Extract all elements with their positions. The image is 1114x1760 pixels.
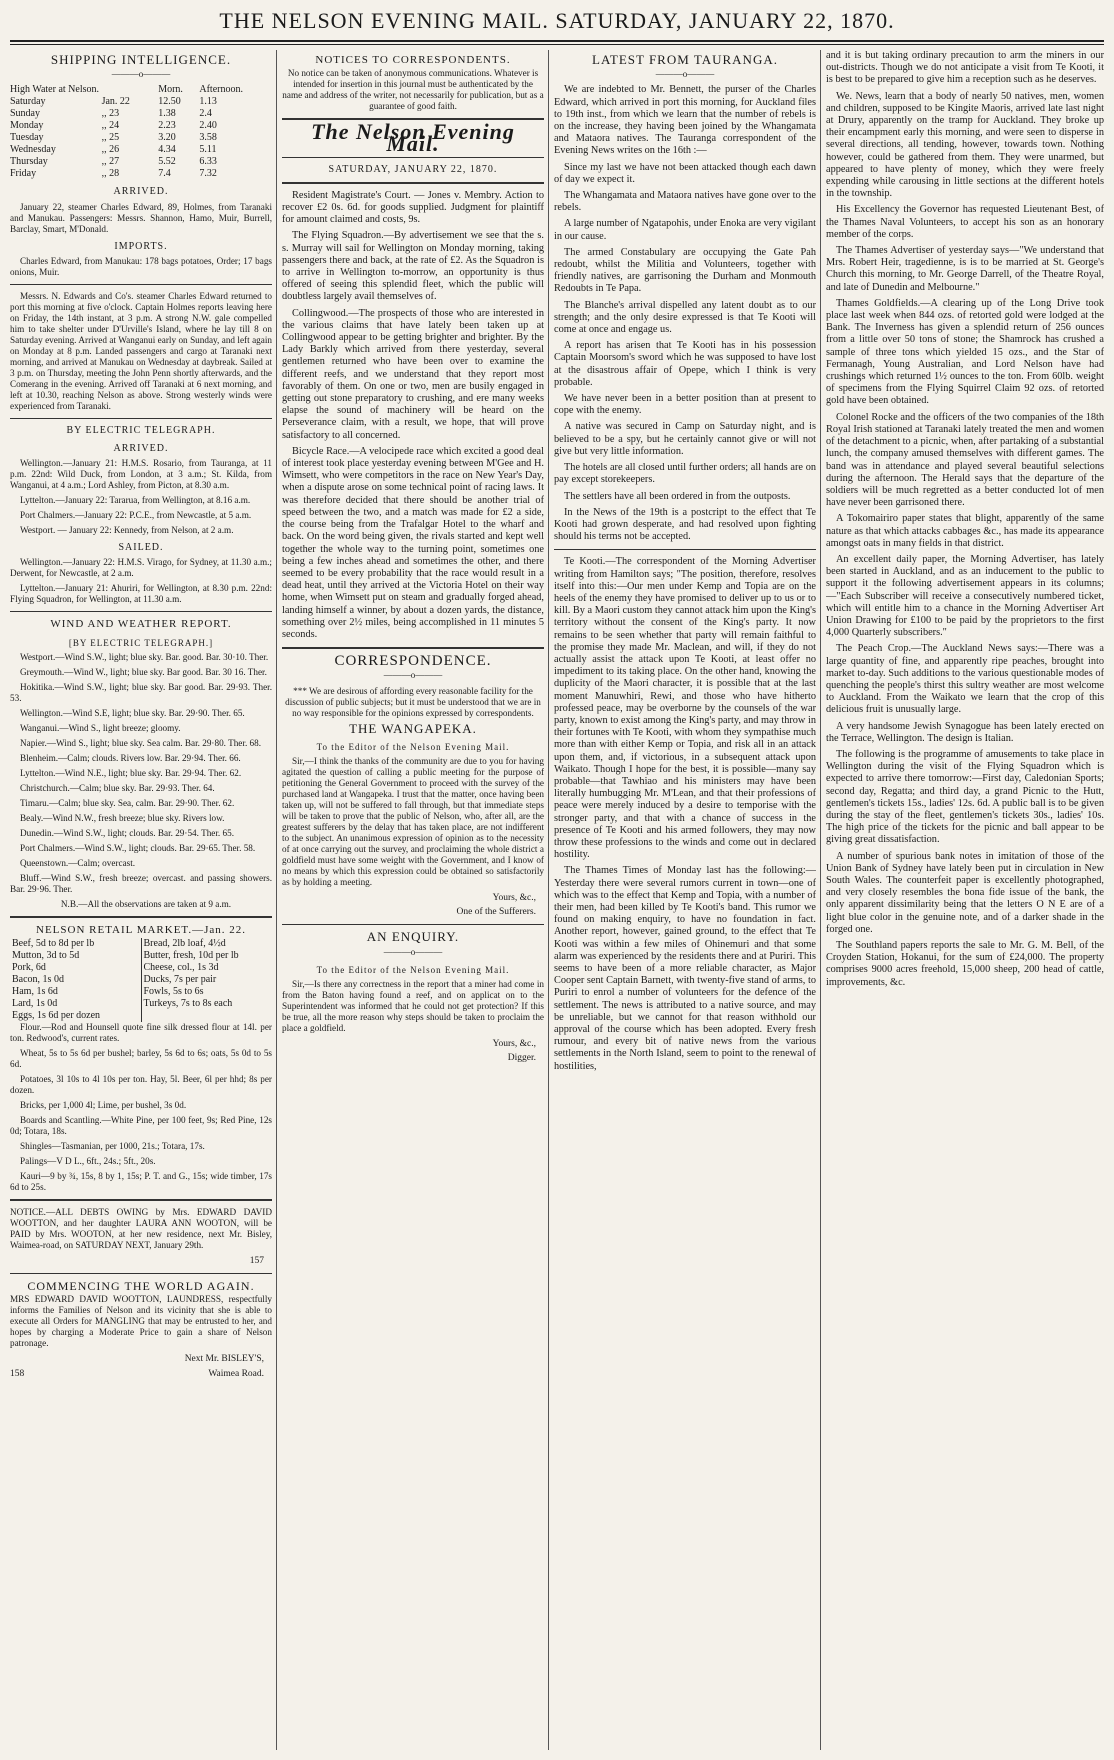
- enquiry-to: To the Editor of the Nelson Evening Mail.: [316, 964, 510, 975]
- market-title: NELSON RETAIL MARKET.—Jan. 22.: [36, 923, 246, 936]
- telegraph-arrived-item: Port Chalmers.—January 22: P.C.E., from Newcastle, at 5 a.m.: [20, 510, 252, 521]
- nameplate: The Nelson Evening Mail.: [311, 119, 515, 157]
- article-paragraph: A large number of Ngatapohis, under Enoka are very vigilant in our cause.: [554, 218, 816, 242]
- tide-aft: 5.11: [199, 144, 217, 156]
- tide-day: Sunday: [10, 108, 40, 120]
- weather-item: Westport.—Wind S.W., light; blue sky. Bar. good. Bar. 30·10. Ther.: [20, 651, 269, 662]
- article-paragraph: We are indebted to Mr. Bennett, the purser of the Charles Edward, which arrived in port this morning, for Auckland files to 19th inst., from which we learn that the number of rebels is on the increase, they having been joined by the Whangamata and Mataora natives. The Tauranga correspondent of the Evening News writes on the 16th :—: [554, 84, 816, 157]
- wangapeka-title: THE WANGAPEKA.: [349, 720, 477, 736]
- market-cell: Ducks, 7s per pair: [143, 974, 217, 986]
- market-cell: Fowls, 5s to 6s: [143, 986, 204, 998]
- commencing-title: COMMENCING THE WORLD AGAIN.: [27, 1279, 255, 1294]
- notices-title: NOTICES TO CORRESPONDENTS.: [315, 54, 511, 66]
- tide-aft: 2.40: [199, 120, 217, 132]
- article-paragraph: We. News, learn that a body of nearly 50 natives, men, women and children, supposed to be Kingite Maoris, arrived late last night at Drury, apparently on the tramp for Auckland. They broke up their encampment early this morning, and were seen to disperse in several directions, all tending, however, towards town. Nothing however, could be gathered from them. They were unarmed, but appeared to have plenty of money, which they were freely expending while carousing in little sections at the different hotels in the township.: [826, 90, 1104, 200]
- weather-note: N.B.—All the observations are taken at 9 a.m.: [60, 898, 232, 909]
- market-cell: Mutton, 3d to 5d: [10, 950, 141, 962]
- market-item: Bricks, per 1,000 4l; Lime, per bushel, 3s 0d.: [20, 1100, 187, 1111]
- market-item: Flour.—Rod and Hounsell quote fine silk dressed flour at 14l. per ton. Redwood's, current rates.: [10, 1022, 272, 1044]
- ornament: ———o———: [383, 670, 443, 681]
- weather-item: Christchurch.—Calm; blue sky. Bar. 29·93. Ther. 64.: [20, 782, 215, 793]
- article-paragraph: Thames Goldfields.—A clearing up of the Long Drive took place last week when 844 ozs. of retorted gold were lodged at the Bank. The Inverness has given a splendid return of 256 ounces from a little over 50 tons of stone; the Shamrock has crushed a sample of three tons which yielded 15 ozs., and the Star of Fermanagh, Young Australian, and Lord Nelson have had crushings which returned 1½ ounces to the ton. From 60lb. weight of specimens from the Flying Squirrel Claim 92 ozs. of retorted gold have been obtained.: [826, 297, 1104, 407]
- weather-item: Napier.—Wind S., light; blue sky. Sea calm. Bar. 29·80. Ther. 68.: [20, 737, 262, 748]
- commencing-footer: [10, 1368, 272, 1380]
- weather-item: Wellington.—Wind S.E, light; blue sky. Bar. 29·90. Ther. 65.: [20, 707, 245, 718]
- market-cell: Lard, 1s 0d: [10, 998, 141, 1010]
- article-paragraph: Te Kooti.—The correspondent of the Morning Advertiser writing from Hamilton says; "The position, therefore, resolves itself into this:—Our men under Kemp and Topia are on the heels of the enemy they have promised to deliver up to us or to kill. By a Maori custom they cannot attack him upon the King's territory without the consent of the King's party. It now remains to be seen whether that party will remain faithful to the promise they made Mr. Maclean, and will, if they do not actually assist the attack upon Te Kooti, at least offer no impediment to its taking place. On the other hand, knowing the duplicity of the Maori character, it is possible that at the last moment Manuwhiri, Rewi, and those who have hitherto professed peace, may be overborne by the counsels of the war party, known to exist among the King's party, and may throw in their fortunes with Te Kooti, with whom they sympathise much more than with either Kemp or Topia, and risk all in an attack upon them, and, if victorious, in a subsequent attack upon Waikato. Though I hope for the best, it is possible—many say probable—that Tawhiao and his ministers may have been literally humbugging Mr. M'Lean, and that their professions of peace were merely induced by a desire to temporise with the stronger party, and that with a chance of success in the presence of Te Kooti and his armed followers, they may now throw these professions to the winds and come out in declared hostility.: [554, 556, 816, 861]
- article-paragraph: The Flying Squadron.—By advertisement we see that the s. s. Murray will sail for Wellington on Monday morning, taking passengers there and back, at the rate of £2. As the Squadron is to arrive in Wellington to-morrow, an opportunity is thus offered of seeing this splendid fleet, which the public will doubtless largely avail themselves of.: [282, 230, 544, 303]
- weather-item: Greymouth.—Wind W., light; blue sky. Bar good. Bar. 30 16. Ther.: [20, 666, 267, 677]
- divider: [10, 1273, 272, 1274]
- tide-day: Thursday: [10, 156, 48, 168]
- ornament: ———o———: [111, 69, 171, 80]
- tide-aft: 2.4: [199, 108, 212, 120]
- tide-aft: 6.33: [199, 156, 217, 168]
- tide-row: [10, 120, 272, 132]
- tide-header-afternoon: Afternoon.: [199, 84, 243, 96]
- article-paragraph: A very handsome Jewish Synagogue has been lately erected on the Terrace, Wellington. The design is Italian.: [826, 720, 1104, 744]
- notices-text: No notice can be taken of anonymous communications. Whatever is intended for insertion in this journal must be authenticated by the name and address of the writer, not necessarily for publication, but as a guarantee of good faith.: [282, 68, 544, 112]
- tide-row: [10, 156, 272, 168]
- tide-header-morn: Morn.: [158, 84, 183, 96]
- telegraph-sailed-item: Lyttelton.—January 21: Ahuriri, for Wellington, at 8.30 p.m. 22nd: Flying Squadron, for Wellington, at 11.30 a.m.: [10, 583, 272, 605]
- market-item: Wheat, 5s to 5s 6d per bushel; barley, 5s 6d to 6s; oats, 5s 0d to 5s 6d.: [10, 1048, 272, 1070]
- column-2: [282, 50, 544, 1750]
- weather-item: Lyttelton.—Wind N.E., light; blue sky. Bar. 29·94. Ther. 62.: [20, 767, 242, 778]
- article-paragraph: His Excellency the Governor has requested Lieutenant Best, of the Thames Naval Volunteers, to accept his son as an honorary member of the corps.: [826, 204, 1104, 240]
- article-paragraph: A native was secured in Camp on Saturday night, and is believed to be a spy, but he certainly cannot give or will not give but very little information.: [554, 421, 816, 457]
- tide-date: ,, 28: [101, 168, 120, 180]
- article-paragraph: The armed Constabulary are occupying the Gate Pah redoubt, whilst the Militia and Volunteers, together with friendly natives, are garrisoning the Durham and Monmouth Redoubts in Te Papa.: [554, 246, 816, 295]
- telegraph-arrived-item: Lyttelton.—January 22: Tararua, from Wellington, at 8.16 a.m.: [20, 495, 251, 506]
- tide-day: Monday: [10, 120, 44, 132]
- market-row: [10, 1010, 272, 1022]
- commencing-address-2: Waimea Road.: [208, 1368, 264, 1379]
- article-paragraph: The Blanche's arrival dispelled any latent doubt as to our strength; and the only desire expressed is that Te Kooti will come at once and engage us.: [554, 299, 816, 336]
- divider: [10, 611, 272, 612]
- shipping-title: SHIPPING INTELLIGENCE.: [50, 52, 232, 67]
- market-cell: [141, 1010, 272, 1022]
- tide-date: ,, 24: [101, 120, 120, 132]
- enquiry-sign: Yours, &c.,: [492, 1038, 536, 1049]
- market-row: [10, 962, 272, 974]
- article-paragraph: A number of spurious bank notes in imitation of those of the Union Bank of Sydney have lately been put in circulation in New South Wales. The counterfeit paper is excellently photographed, and very closely resembles the bona fide issue of the bank, the only apparent dissimilarity being that the letters O N E are of a light blue color in the genuine note, and of a darker shade in the forged one.: [826, 850, 1104, 935]
- shipping-report: Messrs. N. Edwards and Co's. steamer Charles Edward returned to port this morning at five o'clock. Captain Holmes reports leaving here on Friday, the 14th instant, at 3 p.m. A strong N.W. gale compelled him to take shelter under D'Urville's Island, where he lay till 8 on Saturday evening. Arrived at Wanganui early on Sunday, and left again on Monday at 8 p.m. Landed passengers and cargo at Taranaki next morning, and arrived at Manukau on Wednesday at daybreak. Sailed at 3 p.m. on Thursday, meeting the John Penn shortly afterwards, and the Comerang in the evening. Arrived off Taranaki at 6 next morning, and left at 10.30, reaching Nelson as above. Strong westerly winds were experienced from Taranaki.: [10, 290, 272, 411]
- wangapeka-to: To the Editor of the Nelson Evening Mail.: [316, 741, 510, 752]
- divider: [554, 549, 816, 550]
- correspondence-note: *** We are desirous of affording every reasonable facility for the discussion of public subjects; but it must be understood that we are in no way responsible for the opinions expressed by correspondents.: [285, 685, 541, 718]
- article-paragraph: A Tokomairiro paper states that blight, apparently of the same nature as that which attacks cabbages &c., has made its appearance amongst oats in many fields in that district.: [826, 513, 1104, 549]
- tide-morn: 4.34: [158, 144, 176, 156]
- notice-number: 157: [249, 1256, 264, 1267]
- tide-day: Saturday: [10, 96, 46, 108]
- article-paragraph: We have never been in a better position than at present to cope with the enemy.: [554, 393, 816, 417]
- market-item: Potatoes, 3l 10s to 4l 10s per ton. Hay, 5l. Beer, 6l per hhd; 8s per dozen.: [10, 1074, 272, 1096]
- article-paragraph: An excellent daily paper, the Morning Advertiser, has lately been started in Auckland, and as an inducement to the public to support it the following advertisement appears in its columns;—"Each Subscriber will receive a consecutively numbered ticket, which will entitle him to a chance in the Morning Advertiser Art Union Drawing for £100 to be paid by the proprietors to the first 4,000 Quarterly subscribers.": [826, 553, 1104, 639]
- market-item: Boards and Scantling.—White Pine, per 100 feet, 9s; Red Pine, 12s 0d; Totara, 18s.: [10, 1115, 272, 1137]
- tide-table: [10, 84, 272, 180]
- divider: [282, 647, 544, 649]
- tide-morn: 2.23: [158, 120, 176, 132]
- market-row: [10, 998, 272, 1010]
- article-paragraph: In the News of the 19th is a postcript to the effect that Te Kooti had grown desperate, and had resolved upon fighting should his terms not be accepted.: [554, 506, 816, 543]
- tide-morn: 5.52: [158, 156, 176, 168]
- column-4: [826, 50, 1104, 1750]
- notice-advert: NOTICE.—ALL DEBTS OWING by Mrs. EDWARD DAVID WOOTTON, and her daughter LAURA ANN WOOTON, will be PAID by Mrs. WOOTON, at her new residence, next Mr. Bisley, Waimea-road, on SATURDAY NEXT, January 29th.: [10, 1207, 272, 1251]
- market-row: [10, 986, 272, 998]
- market-item: Palings—V D L., 6ft., 24s.; 5ft., 20s.: [20, 1156, 156, 1167]
- market-row: [10, 938, 272, 950]
- tide-day: Friday: [10, 168, 37, 180]
- tide-row: [10, 96, 272, 108]
- enquiry-title: AN ENQUIRY.: [366, 929, 460, 945]
- tide-date: ,, 27: [101, 156, 120, 168]
- tide-date: ,, 26: [101, 144, 120, 156]
- tide-morn: 1.38: [158, 108, 176, 120]
- ornament: ———o———: [383, 946, 443, 957]
- divider: [10, 418, 272, 419]
- article-paragraph: The settlers have all been ordered in from the outposts.: [564, 490, 791, 502]
- tide-day: Wednesday: [10, 144, 56, 156]
- weather-item: Timaru.—Calm; blue sky. Sea, calm. Bar. 29·90. Ther. 62.: [20, 797, 235, 808]
- tide-row: [10, 144, 272, 156]
- article-paragraph: Collingwood.—The prospects of those who are interested in the various claims that have lately been taken up at Collingwood appear to be getting brighter and brighter. By the Lady Barkly which arrived from there yesterday, several gentlemen returned who have been over to examine the different reefs, and we understand that they report most favorably of them. On one or two, men are busily engaged in getting out stone preparatory to crushing, and ere many weeks elapse the sound of machinery will be heard on the Perseverance claim, with a result, we hope, that will prove satisfactory to all concerned.: [282, 307, 544, 441]
- weather-item: Bluff.—Wind S.W., fresh breeze; overcast. and passing showers. Bar. 29·96. Ther.: [10, 872, 272, 894]
- column-3: [554, 50, 816, 1750]
- tide-row: [10, 168, 272, 180]
- market-item: Shingles—Tasmanian, per 1000, 21s.; Totara, 17s.: [20, 1141, 205, 1152]
- telegraph-sailed-item: Wellington.—January 22: H.M.S. Virago, for Sydney, at 11.30 a.m.; Derwent, for Newcastle, at 2 a.m.: [10, 557, 272, 579]
- market-cell: Cheese, col., 1s 3d: [143, 962, 219, 974]
- divider: [10, 916, 272, 918]
- column-divider: [820, 50, 821, 1750]
- tide-row: [10, 108, 272, 120]
- market-cell: Ham, 1s 6d: [10, 986, 141, 998]
- weather-subtitle: [BY ELECTRIC TELEGRAPH.]: [68, 637, 214, 648]
- market-cell: Bacon, 1s 0d: [10, 974, 141, 986]
- telegraph-arrived-item: Westport. — January 22: Kennedy, from Nelson, at 2 a.m.: [20, 525, 234, 536]
- market-row: [10, 974, 272, 986]
- tide-header-row: [10, 84, 272, 96]
- masthead-rule: [10, 40, 1104, 42]
- article-paragraph: The Thames Advertiser of yesterday says—"We understand that Mrs. Robert Heir, tragedienne, is is to be married at St. George's Church this morning, to Mr. George Darrell, of the Theatre Royal, and late of Dunedin and Melbourne.": [826, 245, 1104, 293]
- weather-item: Wanganui.—Wind S., light breeze; gloomy.: [20, 722, 181, 733]
- arrived-text: January 22, steamer Charles Edward, 89, Holmes, from Taranaki and Manukau. Passengers: Messrs. Shannon, Hamo, Muir, Burrell, Barclay, Smart, M'Donald.: [10, 201, 272, 234]
- wangapeka-text: Sir,—I think the thanks of the community are due to you for having agitated the question of calling a public meeting for the purpose of petitioning the General Government to proceed with the survey of the purchased land at Wangapeka. I trust that the matter, once having been taken up, will not be suffered to fall through, but that immediate steps will be taken to prove that the public of Nelson, who, after all, are the greatest sufferers by the delay that has taken place, are not indifferent to the subject. An unanimous expression of opinion as to the necessity of at once carrying out the survey, and proclaiming the whole district a goldfield must have some weight with the Government, and I know of no means by which this expression could be obtained so satisfactorily as by holding a meeting.: [282, 755, 544, 887]
- enquiry-sign-name: Digger.: [507, 1053, 536, 1064]
- tide-date: ,, 23: [101, 108, 120, 120]
- imports-title: IMPORTS.: [114, 240, 168, 252]
- column-divider: [276, 50, 277, 1750]
- weather-item: Hokitika.—Wind S.W., light; blue sky. Bar good. Bar. 29·93. Ther. 53.: [10, 681, 272, 703]
- column-divider: [548, 50, 549, 1750]
- tide-date: ,, 25: [101, 132, 120, 144]
- tide-morn: 7.4: [158, 168, 171, 180]
- divider: [282, 157, 544, 158]
- tide-morn: 12.50: [158, 96, 181, 108]
- article-paragraph: The Peach Crop.—The Auckland News says:—There was a large quantity of fine, and apparently ripe peaches, brought into market to-day. Such additions to the various questionable modes of quenching the people's thirst this sultry weather are most welcome to Auckland. From the Waikato we learn that the crop of this delicious fruit is unusually large.: [826, 643, 1104, 716]
- masthead-rule-thin: [10, 44, 1104, 45]
- weather-item: Port Chalmers.—Wind S.W., light; clouds. Bar. 29·65. Ther. 58.: [20, 842, 256, 853]
- article-paragraph: and it is but taking ordinary precaution to arm the miners in our out-districts. Though we do not anticipate a visit from Te Kooti, it is best to be prepared to give him a reception such as he deserves.: [826, 50, 1104, 86]
- tide-aft: 3.58: [199, 132, 217, 144]
- commencing-address: Next Mr. BISLEY'S,: [184, 1354, 264, 1365]
- market-cell: Butter, fresh, 10d per lb: [143, 950, 239, 962]
- wangapeka-sign: Yours, &c.,: [492, 892, 536, 903]
- article-paragraph: Colonel Rocke and the officers of the two companies of the 18th Royal Irish stationed at Taranaki lately treated the men and women of the detachment to a picnic, when, after partaking of a substantial lunch, the company amused themselves with different games. The band was in attendance and played several beautiful selections during the afternoon. The Herald says that the departure of the soldiers will be much regretted as a better conducted lot of men have never been garrisoned there.: [826, 411, 1104, 509]
- weather-item: Queenstown.—Calm; overcast.: [20, 857, 136, 868]
- dateline: SATURDAY, JANUARY 22, 1870.: [328, 163, 498, 175]
- tide-date: Jan. 22: [101, 96, 130, 108]
- article-paragraph: The following is the programme of amusements to take place in Wellington during the visit of the Flying Squadron which is expected to arrive there tomorrow:—First day, Caledonian Sports; second day, Regatta; and third day, a grand Picnic to the Hutt, gentlemen's tickets 15s., ladies' 12s. 6d. A public ball is to be given during the stay of the fleet, gentlemen's tickets 30s., ladies' 10s. The high price of the tickets for the picnic and ball appear to be giving great dissatisfaction.: [826, 748, 1104, 846]
- divider: [10, 1199, 272, 1201]
- market-cell: Eggs, 1s 6d per dozen: [10, 1010, 141, 1022]
- tide-row: [10, 132, 272, 144]
- article-paragraph: The Whangamata and Mataora natives have gone over to the rebels.: [554, 190, 816, 214]
- market-cell: Turkeys, 7s to 8s each: [143, 998, 233, 1010]
- weather-item: Dunedin.—Wind S.W., light; clouds. Bar. 29·54. Ther. 65.: [20, 827, 234, 838]
- market-table: [10, 938, 272, 1022]
- tide-header-place: High Water at Nelson.: [10, 84, 99, 96]
- telegraph-arrived-title: ARRIVED.: [113, 443, 169, 455]
- tide-morn: 3.20: [158, 132, 176, 144]
- commencing-number: 158: [10, 1368, 25, 1379]
- divider: [282, 924, 544, 925]
- enquiry-text: Sir,—Is there any correctness in the report that a miner had come in from the Baton having found a reef, and on applicat on to the Superintendent was informed that he could not get protection? If this be true, all the more reason why steps should be taken to proclaim the place a goldfield.: [282, 978, 544, 1033]
- correspondence-title: CORRESPONDENCE.: [334, 653, 492, 670]
- article-paragraph: The Southland papers reports the sale to Mr. G. M. Bell, of the Croyden Station, Hokanui, for the sum of £24,000. The property comprises 9000 acres freehold, 15,000 sheep, 200 head of cattle, improvements, &c.: [826, 940, 1104, 988]
- tide-aft: 7.32: [199, 168, 217, 180]
- tauranga-title: LATEST FROM TAURANGA.: [592, 52, 778, 67]
- ornament: ———o———: [655, 69, 715, 80]
- article-paragraph: Bicycle Race.—A velocipede race which excited a good deal of interest took place yesterday evening between M'Gee and H. Wimsett, who were competitors in the race on New Year's Day, when a dispute arose on some technical point of racing laws. It was therefore decided that there should be another trial of speed between the two, and a match was made for £2 a side, the course being from the Trafalgar Hotel to the wharf and back. On the word being given, the rivals started and kept well together the whole way to the turning point, sometimes one being a few inches ahead and sometimes the other, and there seemed to be every probability that the race would result in a dead heat, until they arrived at the Victoria Hotel on their way home, when Wimsett put on steam and gradually forged ahead, landing himself a winner, by about a dozen yards, the distance, something over 2½ miles, being accomplished in 11 minutes 5 seconds.: [282, 445, 544, 640]
- arrived-title: ARRIVED.: [113, 186, 169, 198]
- market-cell: Beef, 5d to 8d per lb: [10, 938, 141, 950]
- imports-text: Charles Edward, from Manukau: 178 bags potatoes, Order; 17 bags onions, Muir.: [10, 255, 272, 277]
- divider: [282, 182, 544, 184]
- column-1: [10, 50, 272, 1750]
- market-item: Kauri—9 by ¾, 15s, 8 by 1, 15s; P. T. and G., 15s; wide timber, 17s 6d to 25s.: [10, 1171, 272, 1193]
- article-paragraph: The hotels are all closed until further orders; all hands are on pay except storekeepers.: [554, 462, 816, 486]
- wangapeka-sign-name: One of the Sufferers.: [456, 907, 536, 918]
- telegraph-arrived-item: Wellington.—January 21: H.M.S. Rosario, from Tauranga, at 11 p.m. 22nd: Wild Duck, from London, at 3 a.m.; St. Kilda, from Wanganui, at 4 a.m.; Lord Ashley, from Picton, at 8.30 a.m.: [10, 458, 272, 491]
- article-paragraph: Resident Magistrate's Court. — Jones v. Membry. Action to recover £2 0s. 6d. for goods supplied. Judgment for plaintiff for amount claimed and costs, 9s.: [282, 189, 544, 226]
- divider: [10, 284, 272, 285]
- telegraph-title: BY ELECTRIC TELEGRAPH.: [66, 424, 216, 436]
- tide-aft: 1.13: [199, 96, 217, 108]
- commencing-text: MRS EDWARD DAVID WOOTTON, LAUNDRESS, respectfully informs the Families of Nelson and its vicinity that she is able to execute all Orders for MANGLING that may be entrusted to her, and hopes by charging a Moderate Price to gain a share of Nelson patronage.: [10, 1294, 272, 1349]
- tide-day: Tuesday: [10, 132, 44, 144]
- telegraph-sailed-title: SAILED.: [118, 542, 164, 554]
- weather-title: WIND AND WEATHER REPORT.: [50, 618, 232, 631]
- article-paragraph: A report has arisen that Te Kooti has in his possession Captain Moorsom's sword which he was supposed to have lost at the disastrous affair of Opepe, which I think is very probable.: [554, 340, 816, 388]
- masthead: THE NELSON EVENING MAIL. SATURDAY, JANUARY 22, 1870.: [219, 8, 895, 33]
- weather-item: Blenheim.—Calm; clouds. Rivers low. Bar. 29·94. Ther. 66.: [20, 752, 241, 763]
- market-row: [10, 950, 272, 962]
- article-paragraph: Since my last we have not been attacked though each dawn of day we expect it.: [554, 161, 816, 185]
- weather-item: Bealy.—Wind N.W., fresh breeze; blue sky. Rivers low.: [20, 812, 225, 823]
- market-cell: Bread, 2lb loaf, 4½d: [143, 938, 226, 950]
- market-cell: Pork, 6d: [10, 962, 141, 974]
- article-paragraph: The Thames Times of Monday last has the following:—Yesterday there were several rumors current in town—one of which was to the effect that Kemp and Topia, with a number of their men, had been killed by Te Kooti's band. This rumor we found on making enquiry, to have no foundation in fact. Another report, however, gained ground, to the effect that Te Kooti was within a few miles of Ohinemuri and that some alarm was experienced by the residents there and at Puriri. This seems to have been of a more reliable character, as Major Cooper sent Captain Barnett, with twenty-five stand of arms, to Puriri to enrol a number of volunteers for the defence of the settlement. The news is attributed to a native source, and may be unreliable, but we cannot for that reason withhold our approval of the course which has been adopted. Every fresh rumour, and every bit of native news from the various settlements in the North Island, seem to point to the renewal of hostilities,: [554, 865, 816, 1072]
